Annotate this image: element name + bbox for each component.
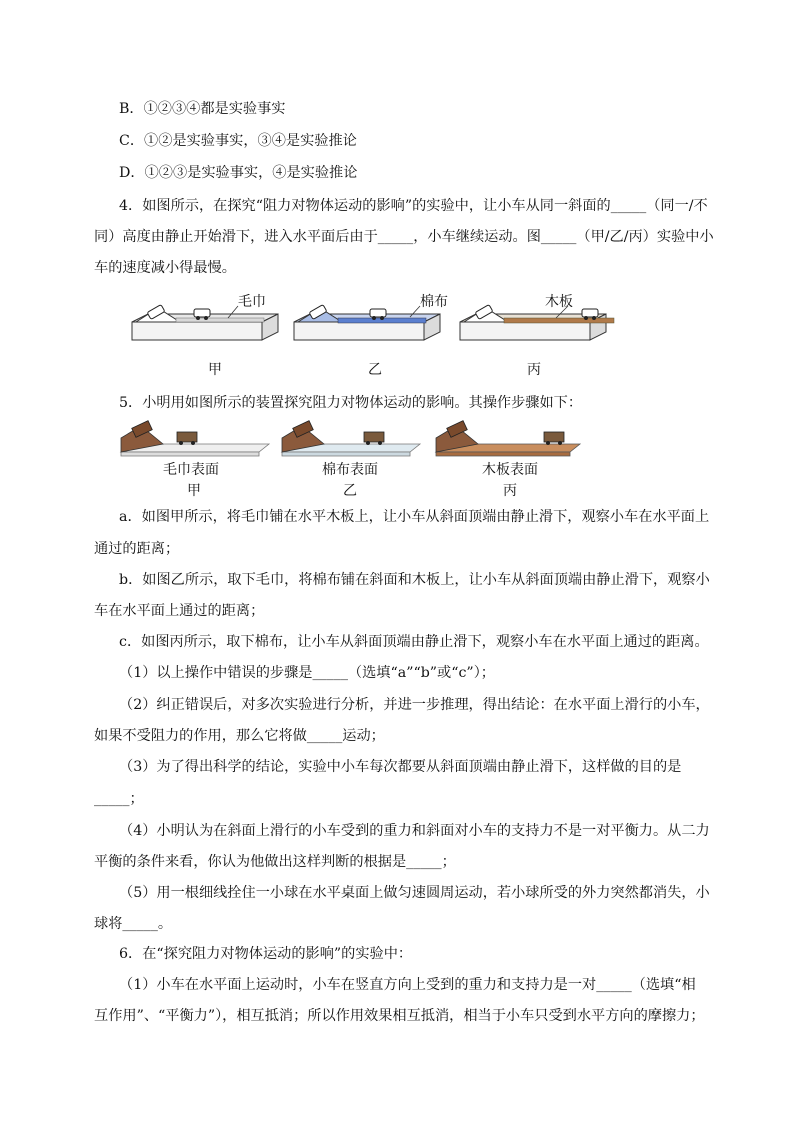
figure-1-label-cotton: 棉布 bbox=[420, 294, 448, 310]
figure-1-label-bing: 丙 bbox=[527, 362, 541, 378]
figure-2-label-towel: 毛巾表面 bbox=[163, 462, 219, 478]
q6-part-1-line-2: 互作用”、“平衡力”），相互抵消；所以作用效果相互抵消，相当于小车只受到水平方向的摩擦力； bbox=[94, 1008, 705, 1024]
figure-2-label-wood: 木板表面 bbox=[482, 462, 538, 478]
figure-2-label-jia: 甲 bbox=[187, 483, 201, 499]
q5-part-2-line-2: 如果不受阻力的作用，那么它将做_____运动； bbox=[94, 728, 385, 744]
q5-part-2-line-1: （2）纠正错误后，对多次实验进行分析，并进一步推理，得出结论：在水平面上滑行的小车， bbox=[119, 697, 710, 713]
question-6-line-1: 6．在“探究阻力对物体运动的影响”的实验中： bbox=[119, 946, 413, 962]
step-a-line-2: 通过的距离； bbox=[94, 541, 180, 557]
q5-part-5-line-1: （5）用一根细线拴住一小球在水平桌面上做匀速圆周运动，若小球所受的外力突然都消失，小 bbox=[119, 885, 710, 901]
option-c: C．①②是实验事实，③④是实验推论 bbox=[119, 133, 357, 149]
step-a-line-1: a．如图甲所示，将毛巾铺在水平木板上，让小车从斜面顶端由静止滑下，观察小车在水平面上 bbox=[119, 509, 710, 525]
q5-part-4-line-2: 平衡的条件来看，你认为他做出这样判断的根据是_____； bbox=[94, 854, 456, 870]
figure-1-label-yi: 乙 bbox=[368, 362, 382, 378]
step-b-line-1: b．如图乙所示，取下毛巾，将棉布铺在斜面和木板上，让小车从斜面顶端由静止滑下，观察小 bbox=[119, 572, 710, 588]
question-4-line-1: 4．如图所示，在探究“阻力对物体运动的影响”的实验中，让小车从同一斜面的_____（同一/不 bbox=[119, 198, 708, 214]
figure-2-panel-bing bbox=[434, 420, 584, 460]
step-b-line-2: 车在水平面上通过的距离； bbox=[94, 603, 265, 619]
figure-1-panel-jia bbox=[128, 300, 298, 346]
figure-2-label-bing: 丙 bbox=[503, 483, 517, 499]
figure-1-label-jia: 甲 bbox=[208, 362, 222, 378]
question-4-line-3: 车的速度减小得最慢。 bbox=[94, 260, 236, 276]
question-5-line-1: 5．小明用如图所示的装置探究阻力对物体运动的影响。其操作步骤如下： bbox=[119, 395, 583, 411]
option-d: D．①②③是实验事实，④是实验推论 bbox=[119, 165, 358, 181]
figure-1-panel-bing bbox=[456, 300, 626, 346]
figure-1-label-wood: 木板 bbox=[545, 294, 573, 310]
q5-part-1: （1）以上操作中错误的步骤是_____（选填“a”“b”或“c”）； bbox=[119, 665, 495, 681]
q5-part-3-line-1: （3）为了得出科学的结论，实验中小车每次都要从斜面顶端由静止滑下，这样做的目的是 bbox=[119, 759, 682, 775]
figure-2-label-yi: 乙 bbox=[343, 483, 357, 499]
q5-part-3-line-2: _____； bbox=[94, 791, 144, 807]
q5-part-5-line-2: 球将_____。 bbox=[94, 916, 173, 932]
q5-part-4-line-1: （4）小明认为在斜面上滑行的小车受到的重力和斜面对小车的支持力不是一对平衡力。从二力 bbox=[119, 823, 710, 839]
figure-1-label-towel: 毛巾 bbox=[238, 294, 266, 310]
option-b: B．①②③④都是实验事实 bbox=[119, 101, 286, 117]
question-4-line-2: 同）高度由静止开始滑下，进入水平面后由于_____，小车继续运动。图_____（甲/乙/丙）实验中小 bbox=[94, 229, 714, 245]
q6-part-1-line-1: （1）小车在水平面上运动时，小车在竖直方向上受到的重力和支持力是一对_____（选填“相 bbox=[119, 977, 696, 993]
figure-2-label-cotton: 棉布表面 bbox=[322, 462, 378, 478]
step-c-line: c．如图丙所示，取下棉布，让小车从斜面顶端由静止滑下，观察小车在水平面上通过的距离。 bbox=[119, 634, 709, 650]
figure-2-panel-yi bbox=[280, 420, 430, 460]
figure-2-panel-jia bbox=[119, 420, 269, 460]
